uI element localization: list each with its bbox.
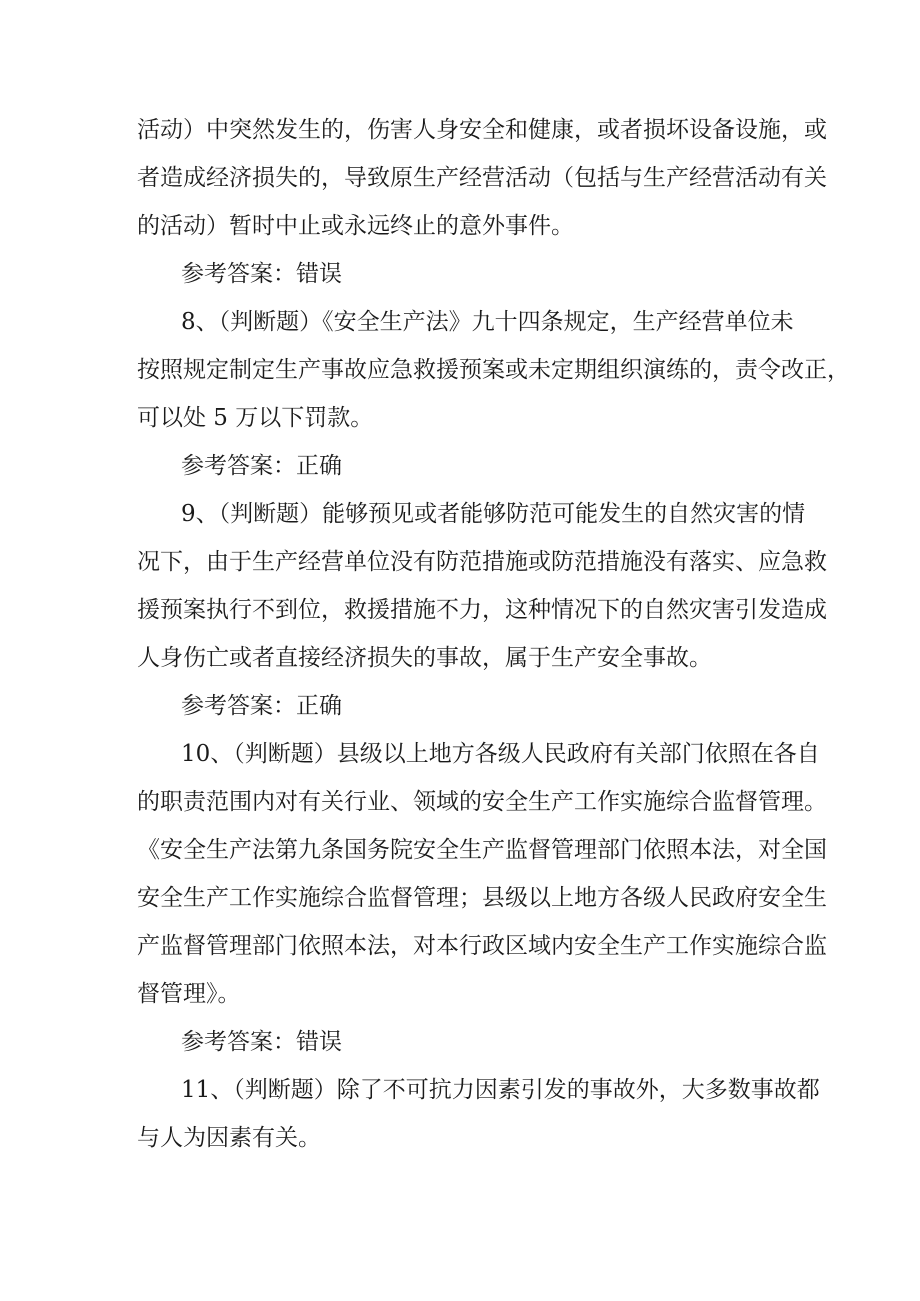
text-line: 11、（判断题）除了不可抗力因素引发的事故外，大多数事故都: [181, 1077, 820, 1103]
text-line: 人身伤亡或者直接经济损失的事故，属于生产安全事故。: [137, 645, 712, 671]
text-line: 按照规定制定生产事故应急救援预案或未定期组织演练的，责令改正，: [137, 357, 850, 383]
text-line: 的职责范围内对有关行业、领域的安全生产工作实施综合监督管理。: [137, 789, 827, 815]
text-line: 活动）中突然发生的，伤害人身安全和健康，或者损坏设备设施，或: [137, 117, 827, 143]
text-line: 者造成经济损失的，导致原生产经营活动（包括与生产经营活动有关: [137, 165, 827, 191]
text-line: 《安全生产法第九条国务院安全生产监督管理部门依照本法，对全国: [137, 837, 827, 863]
answer-line: 参考答案：错误: [181, 261, 342, 287]
text-line: 援预案执行不到位，救援措施不力，这种情况下的自然灾害引发造成: [137, 597, 827, 623]
text-line: 况下，由于生产经营单位没有防范措施或防范措施没有落实、应急救: [137, 549, 827, 575]
text-line: 与人为因素有关。: [137, 1125, 321, 1151]
text-line: 的活动）暂时中止或永远终止的意外事件。: [137, 213, 574, 239]
answer-line: 参考答案：正确: [181, 453, 342, 479]
answer-line: 参考答案：正确: [181, 693, 342, 719]
text-line: 9、（判断题）能够预见或者能够防范可能发生的自然灾害的情: [181, 501, 806, 527]
text-line: 10、（判断题）县级以上地方各级人民政府有关部门依照在各自: [181, 741, 820, 767]
text-line: 8、（判断题）《安全生产法》九十四条规定，生产经营单位未: [181, 309, 794, 335]
document-page: [137, 106, 850, 1162]
answer-line: 参考答案：错误: [181, 1029, 342, 1055]
text-line: 督管理》。: [137, 981, 241, 1007]
text-line: 安全生产工作实施综合监督管理；县级以上地方各级人民政府安全生: [137, 885, 827, 911]
text-line: 产监督管理部门依照本法，对本行政区域内安全生产工作实施综合监: [137, 933, 827, 959]
text-line: 可以处 5 万以下罚款。: [137, 405, 374, 431]
